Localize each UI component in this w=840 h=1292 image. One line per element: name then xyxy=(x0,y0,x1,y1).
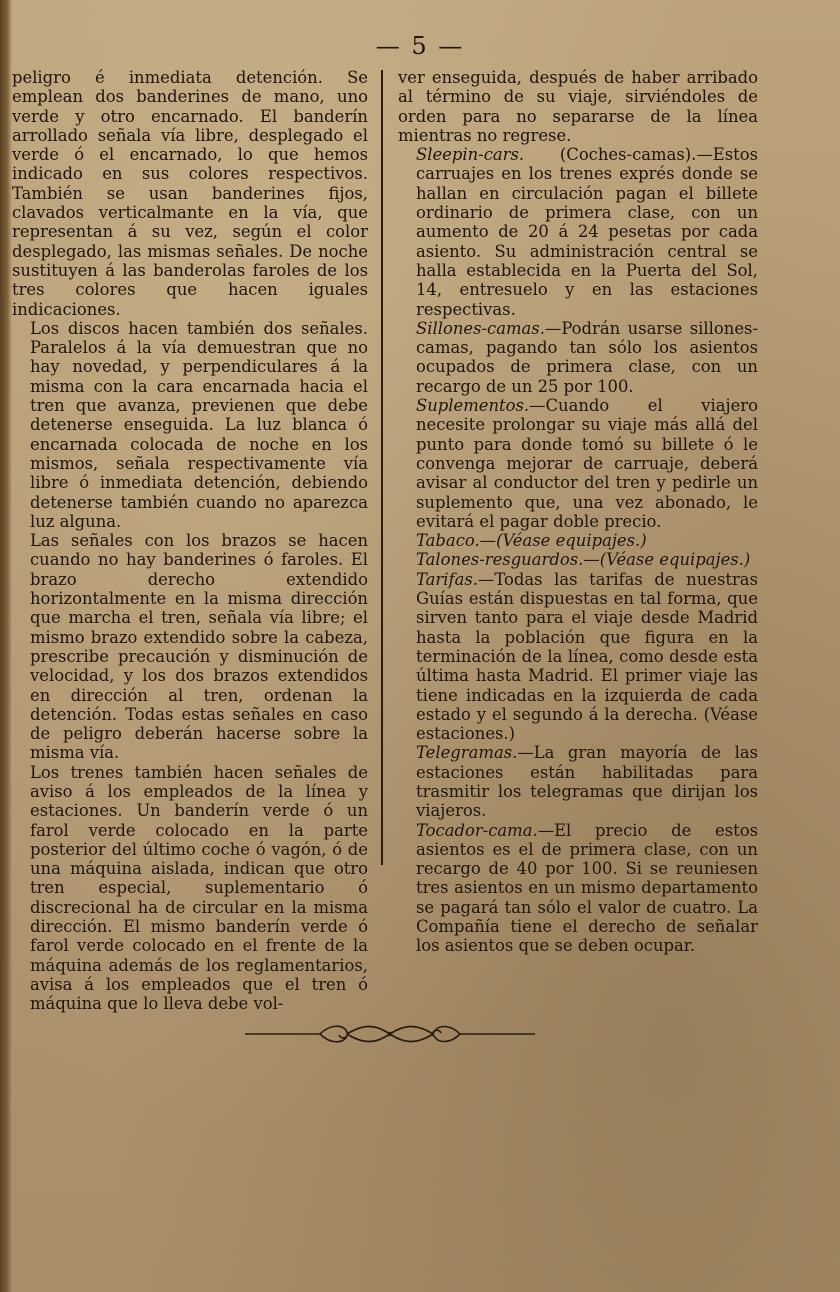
entry-term: Telegramas. xyxy=(416,743,518,763)
page-binding-edge xyxy=(0,0,12,1292)
entry-term: Sleepin-cars. xyxy=(416,145,525,165)
entry-sleeping-cars xyxy=(398,145,758,319)
ornament-divider-icon xyxy=(245,1020,535,1048)
entry-tabaco xyxy=(398,531,758,550)
entry-term: Tocador-cama. xyxy=(416,820,538,840)
entry-tarifas xyxy=(398,570,758,744)
entry-text: —La gran mayoría de las estaciones están habilitadas para trasmitir los telegramas que dirijan los viajeros. xyxy=(416,743,758,821)
entry-suplementos xyxy=(398,396,758,531)
left-paragraph-1: peligro é inmediata detención. Se emplean dos banderines de mano, uno verde y otro encarnado. El banderín arrollado señala vía libre, desplegado el verde ó el encarnado, lo que hemos indicado en sus colores respectivos. También se usan banderines fijos, clavados verticalmante en la vía, que representan á su vez, según el color desplegado, las mismas señales. De noche sustituyen á las banderolas faroles de los tres colores que hacen iguales indicaciones. xyxy=(12,68,368,319)
left-paragraph-4: Los trenes también hacen señales de aviso á los empleados de la línea y estaciones. Un banderín verde ó un farol verde colocado en la parte posterior del último coche ó vagón, ó de una máquina aislada, indican que otro tren especial, suplementario ó discrecional ha de circular en la misma dirección. El mismo banderín verde ó farol verde colocado en el frente de la máquina además de los reglamentarios, avisa á los empleados que el tren ó máquina que lo lleva debe vol- xyxy=(30,762,368,1014)
right-column xyxy=(398,68,758,956)
entry-text: —Podrán usarse sillones-camas, pagando tan sólo los asientos ocupados de primera clase, con un recargo de un 25 por 100. xyxy=(416,318,758,396)
left-paragraph-2: Los discos hacen también dos señales. Paralelos á la vía demuestran que no hay novedad, y perpendiculares á la misma con la cara encarnada hacia el tren que avanza, previenen que debe detenerse enseguida. La luz blanca ó encarnada colocada de noche en los mismos, señala respectivamente vía libre ó inmediata detención, debiendo detenerse también cuando no aparezca luz alguna. xyxy=(30,318,368,531)
entry-term: Talones-resguardos. xyxy=(416,550,584,570)
page-number: — 5 — xyxy=(375,32,465,60)
entry-telegramas xyxy=(398,743,758,820)
entry-text: —(Véase equipajes.) xyxy=(583,550,751,570)
entry-term: Sillones-camas. xyxy=(416,318,545,338)
left-paragraph-3: Las señales con los brazos se hacen cuando no hay banderines ó faroles. El brazo derecho extendido horizontalmente en la misma dirección que marcha el tren, señala vía libre; el mismo brazo extendido sobre la cabeza, prescribe precaución y disminución de velocidad, y los dos brazos extendidos en dirección al tren, ordenan la detención. Todas estas señales en caso de peligro deberán hacerse sobre la misma vía. xyxy=(30,531,368,763)
column-divider xyxy=(381,70,383,865)
entry-text: —Cuando el viajero necesite prolongar su viaje más allá del punto para donde tomó su billete ó le convenga mejorar de carruaje, deberá avisar al conductor del tren y pedirle un suplemento que, una vez abonado, le evitará el pagar doble precio. xyxy=(416,396,758,531)
entry-talones-resguardos xyxy=(398,550,758,569)
entry-text: —El precio de estos asientos es el de primera clase, con un recargo de 40 por 100. Si se reuniesen tres asientos en un mismo departamento se pagará tan sólo el valor de cuatro. La Compañía tiene el derecho de señalar los asientos que se deben ocupar. xyxy=(416,820,758,956)
entry-term: Tarifas. xyxy=(416,569,478,589)
right-continuation: ver enseguida, después de haber arribado al término de su viaje, sirviéndoles de orden para no separarse de la línea mientras no regrese. xyxy=(398,68,758,145)
entry-sillones-camas xyxy=(398,319,758,396)
entry-term: Suplementos. xyxy=(416,396,530,416)
left-column xyxy=(12,68,368,1014)
entry-text: —Todas las tarifas de nuestras Guías están dispuestas en tal forma, que sirven tanto para el viaje desde Madrid hasta la población que figura en la terminación de la línea, como desde esta última hasta Madrid. El primer viaje las tiene indicadas en la izquierda de cada estado y el segundo á la derecha. (Véase estaciones.) xyxy=(416,569,758,744)
entry-tocador-cama xyxy=(398,821,758,956)
entry-text: (Coches-camas).—Estos carruajes en los trenes exprés donde se hallan en circulación pagan el billete ordinario de primera clase, con un aumento de 20 á 24 pesetas por cada asiento. Su administración central se halla establecida en la Puerta del Sol, 14, entresuelo y en las estaciones respectivas. xyxy=(416,145,758,319)
entry-text: —(Véase equipajes.) xyxy=(479,531,647,551)
entry-term: Tabaco. xyxy=(416,531,480,551)
